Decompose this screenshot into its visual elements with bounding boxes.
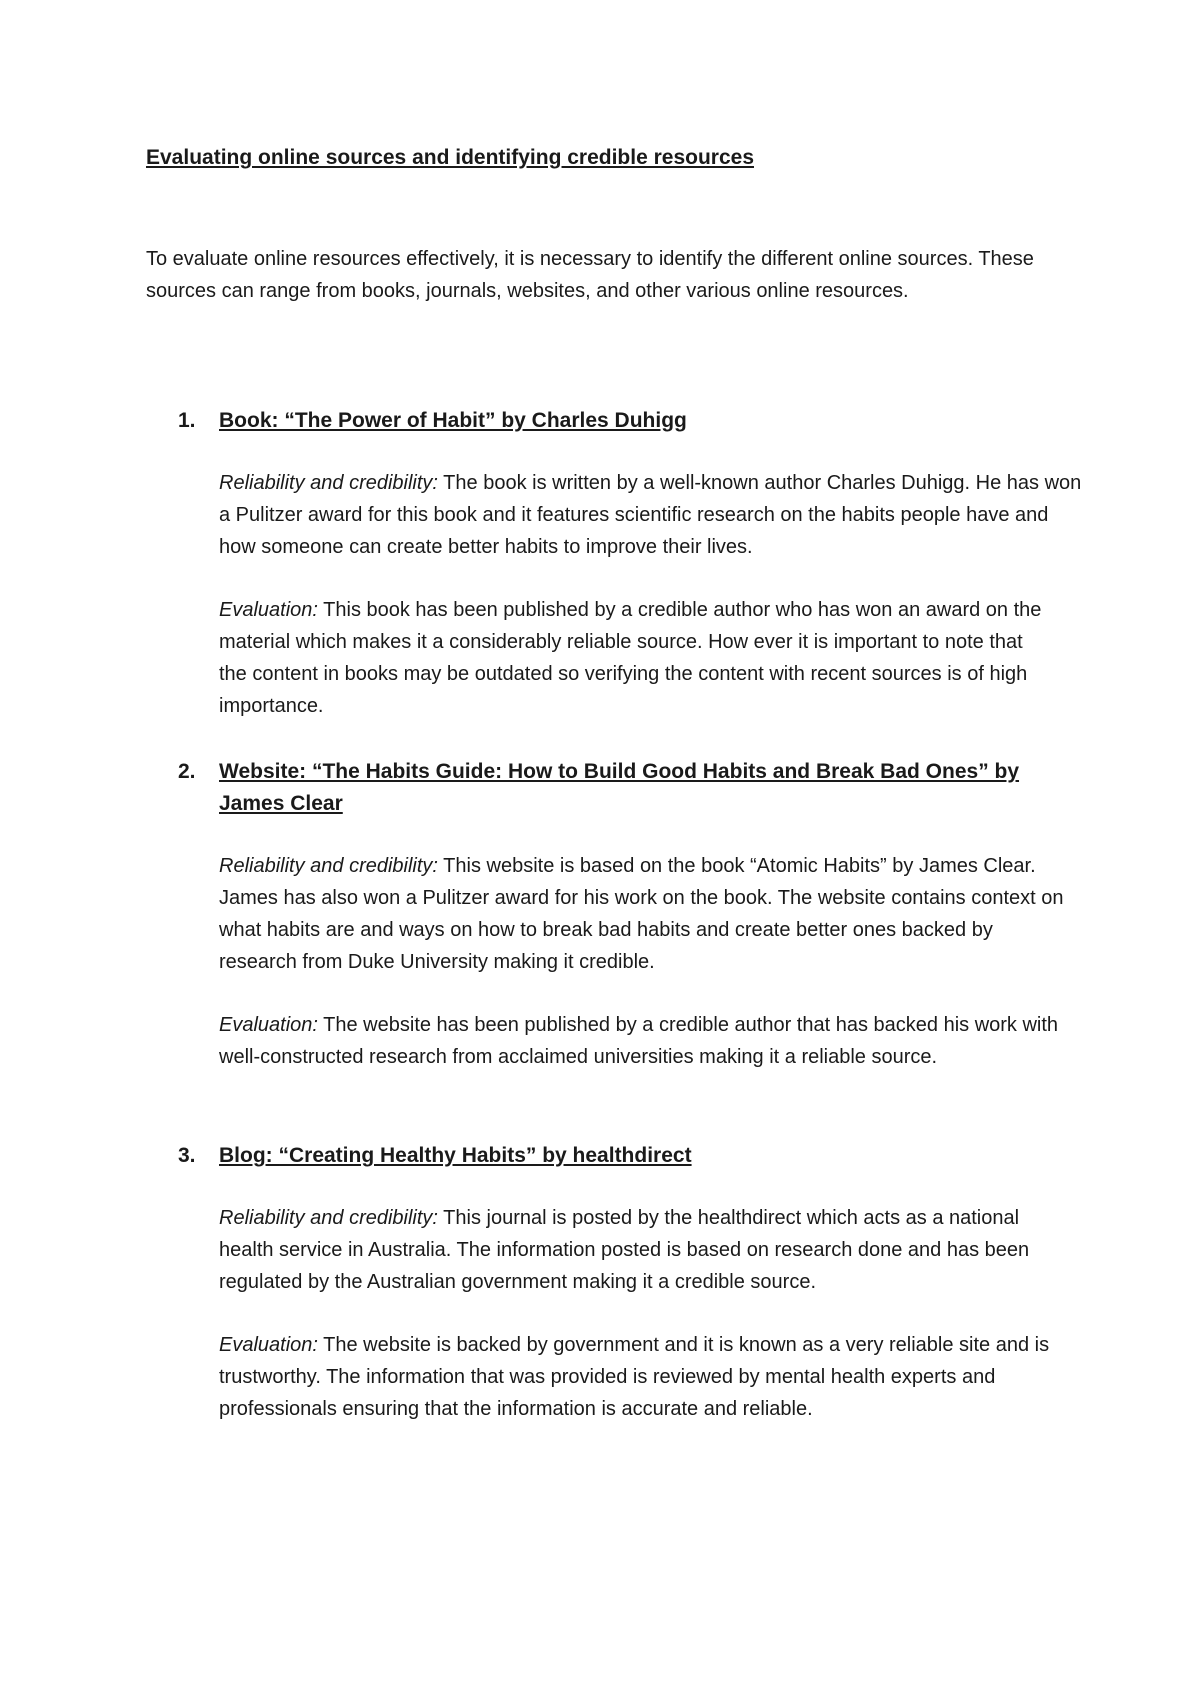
reliability-label: Reliability and credibility:	[219, 855, 438, 877]
reliability-text: This website is based on the book “Atomic Habits” by James Clear. James has also won a Pulitzer award for his work on the book. The website contains context on what habits are and ways on how to break bad habits and create better ones backed by research from Duke University making it credible.	[219, 855, 1064, 973]
reliability-paragraph	[219, 1202, 1059, 1298]
evaluation-label: Evaluation:	[219, 1014, 318, 1036]
source-item-book	[146, 405, 1082, 753]
evaluation-paragraph	[219, 594, 1049, 722]
source-title: Book: “The Power of Habit” by Charles Duhigg	[219, 409, 687, 432]
reliability-label: Reliability and credibility:	[219, 1207, 438, 1229]
evaluation-label: Evaluation:	[219, 599, 318, 621]
evaluation-label: Evaluation:	[219, 1334, 318, 1356]
page-title: Evaluating online sources and identifying credible resources	[146, 146, 754, 169]
reliability-paragraph	[219, 850, 1069, 978]
reliability-text: The book is written by a well-known author Charles Duhigg. He has won a Pulitzer award for this book and it features scientific research on the habits people have and how someone can create better habits to improve their lives.	[219, 472, 1082, 558]
list-number: 1.	[178, 409, 196, 432]
intro-paragraph: To evaluate online resources effectively, it is necessary to identify the different online sources. These sources can range from books, journals, websites, and other various online resources.	[146, 248, 1034, 302]
list-number: 3.	[178, 1144, 196, 1167]
evaluation-text: The website is backed by government and it is known as a very reliable site and is trustworthy. The information that was provided is reviewed by mental health experts and professionals ensuring that the information is accurate and reliable.	[219, 1334, 1050, 1420]
evaluation-paragraph	[219, 1009, 1079, 1073]
evaluation-text: The website has been published by a credible author that has backed his work with well-constructed research from acclaimed universities making it a reliable source.	[219, 1014, 1059, 1068]
list-number: 2.	[178, 760, 196, 783]
source-title: Blog: “Creating Healthy Habits” by healthdirect	[219, 1144, 692, 1167]
evaluation-paragraph	[219, 1329, 1069, 1425]
source-item-website	[146, 756, 1066, 1104]
source-item-blog	[146, 1140, 1066, 1456]
source-title: Website: “The Habits Guide: How to Build Good Habits and Break Bad Ones” by James Clear	[219, 760, 1020, 815]
reliability-label: Reliability and credibility:	[219, 472, 438, 494]
reliability-text: This journal is posted by the healthdirect which acts as a national health service in Australia. The information posted is based on research done and has been regulated by the Australian government making it a credible source.	[219, 1207, 1030, 1293]
reliability-paragraph	[219, 467, 1089, 563]
evaluation-text: This book has been published by a credible author who has won an award on the material which makes it a considerably reliable source. How ever it is important to note that the content in books may be outdated so verifying the content with recent sources is of high importance.	[219, 599, 1042, 717]
